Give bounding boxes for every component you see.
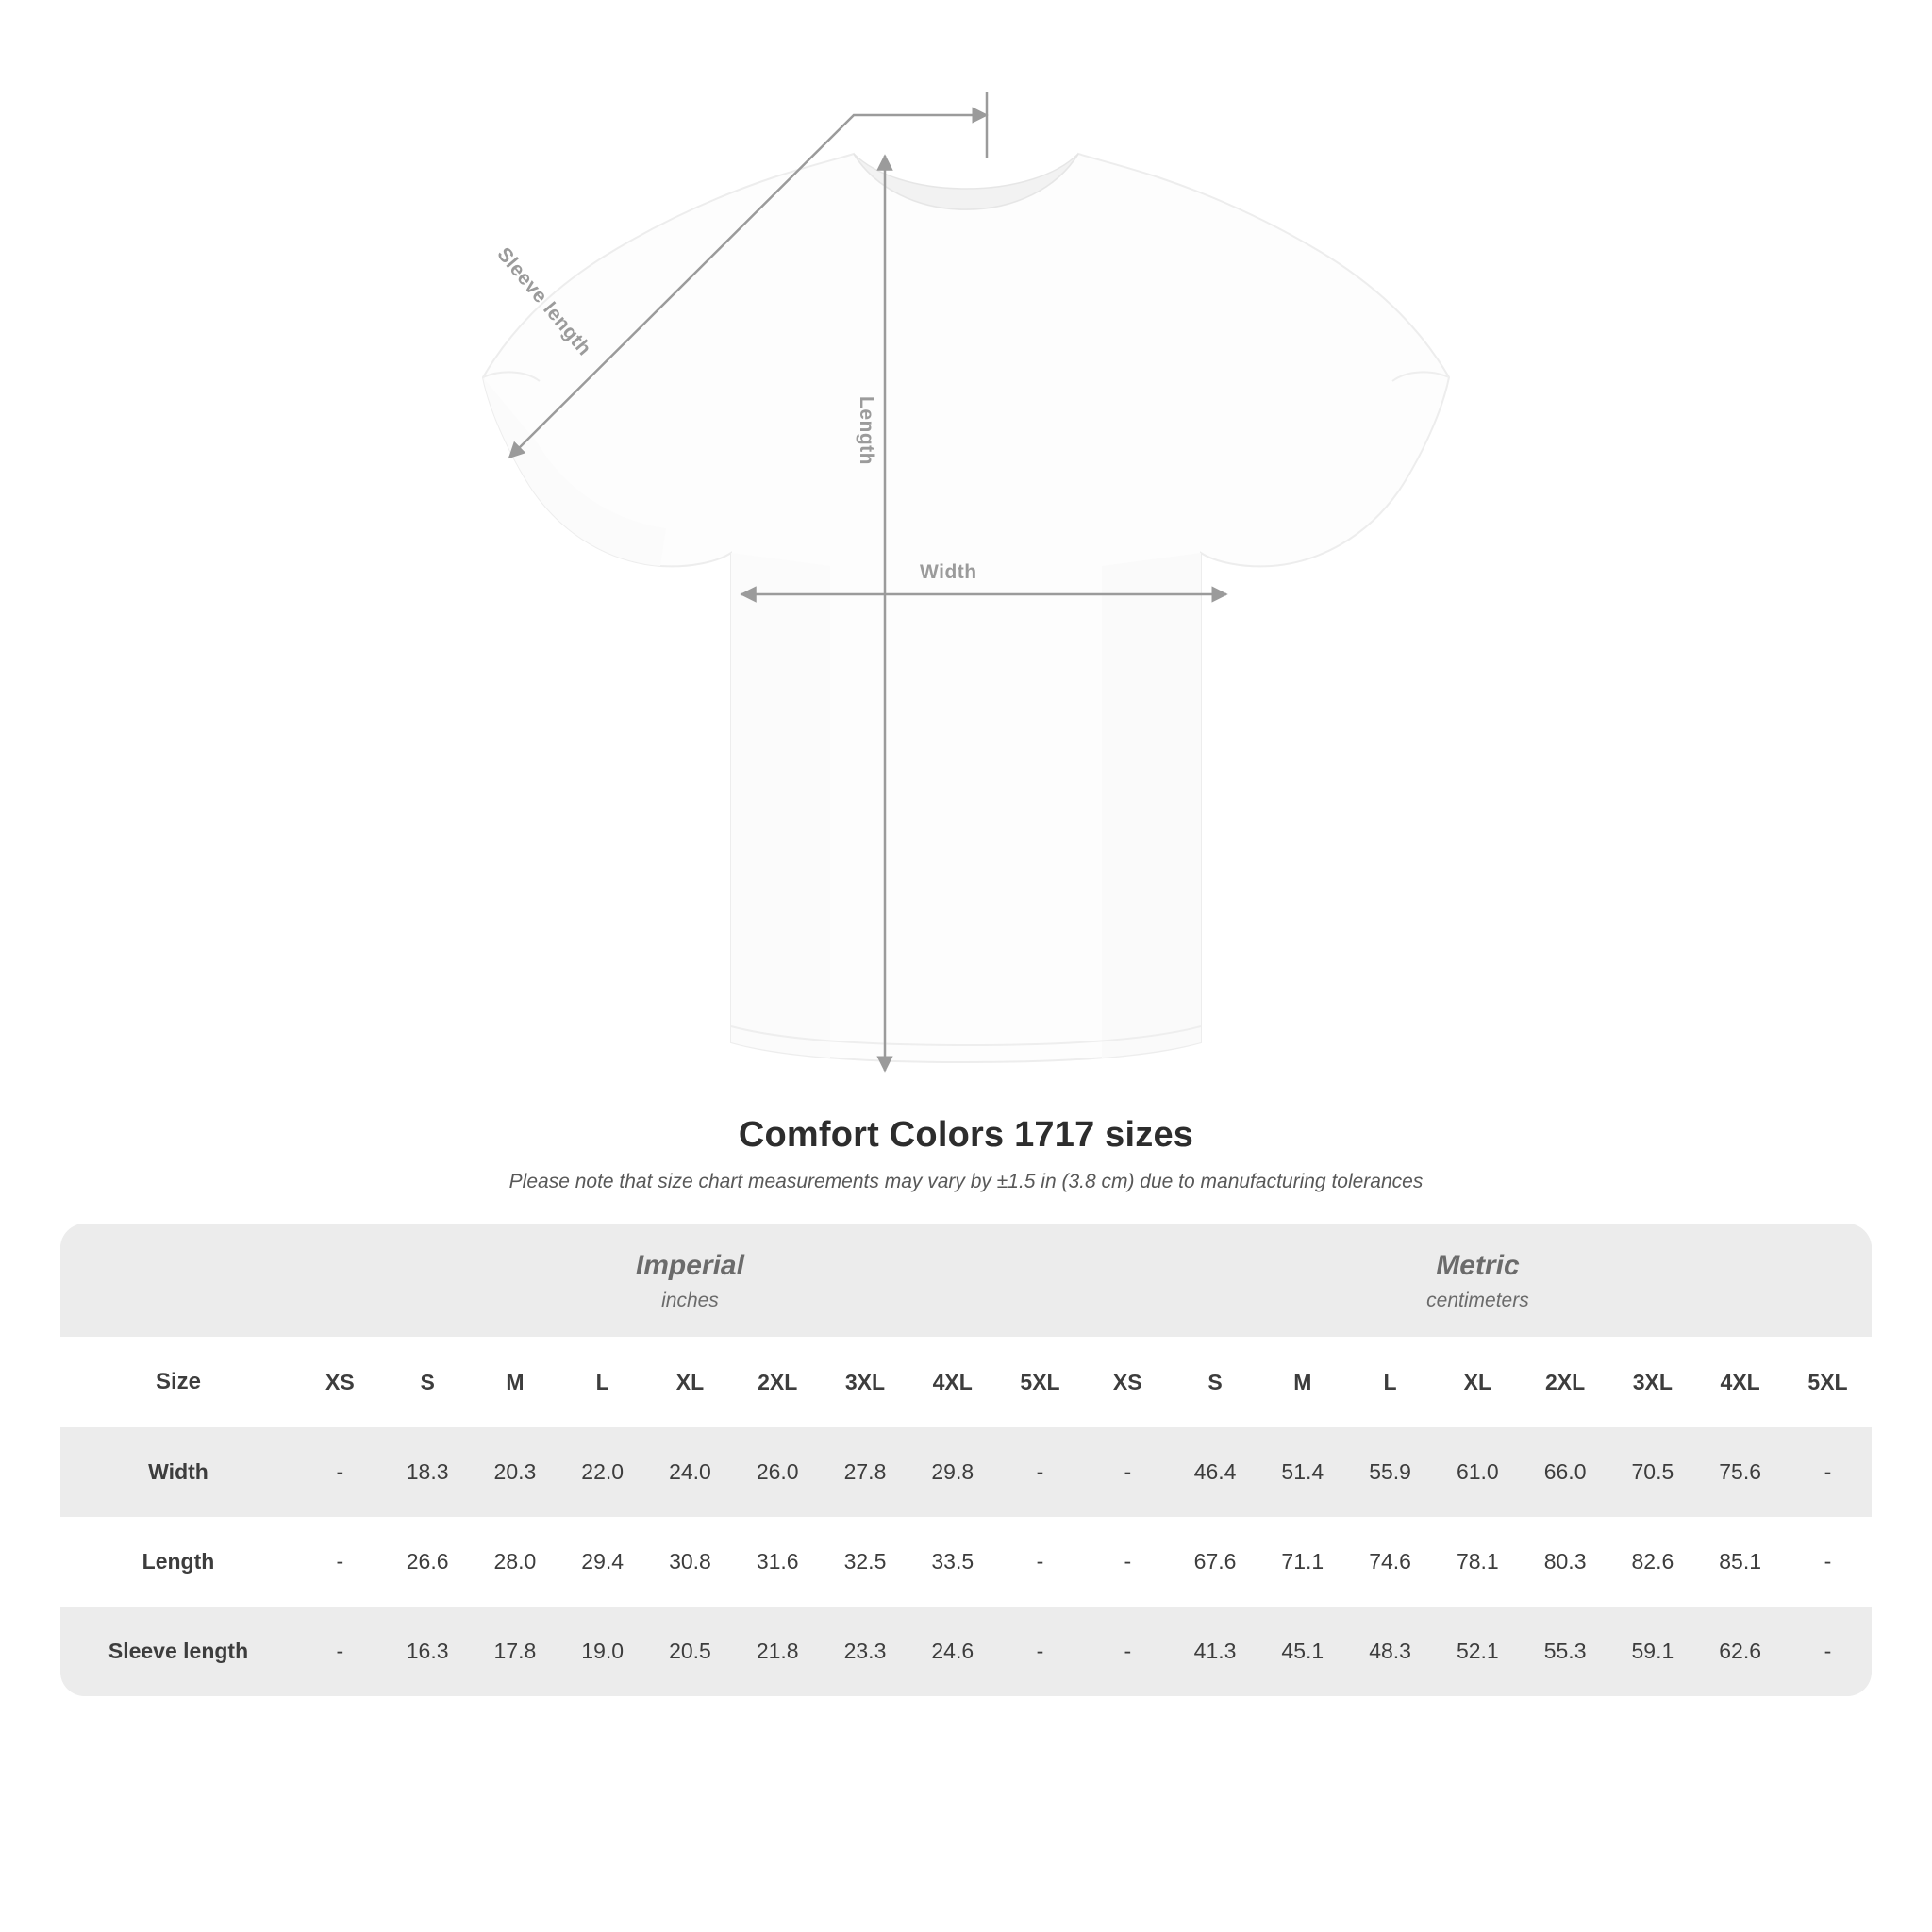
width-label: Width	[920, 561, 977, 583]
length-metric-2xl: 80.3	[1522, 1517, 1609, 1607]
sleeve-length-label: Sleeve length	[492, 243, 596, 360]
width-imperial-s: 18.3	[384, 1427, 472, 1517]
length-imperial-3xl: 32.5	[822, 1517, 909, 1607]
header-imperial-l: L	[558, 1337, 646, 1427]
imperial-unit-header	[296, 1224, 1084, 1337]
length-metric-4xl: 85.1	[1696, 1517, 1784, 1607]
table-row	[60, 1607, 1872, 1696]
width-metric-4xl: 75.6	[1696, 1427, 1784, 1517]
length-metric-m: 71.1	[1258, 1517, 1346, 1607]
length-imperial-4xl: 33.5	[908, 1517, 996, 1607]
header-metric-5xl: 5XL	[1784, 1337, 1872, 1427]
width-metric-l: 55.9	[1346, 1427, 1434, 1517]
sleeve-imperial-4xl: 24.6	[908, 1607, 996, 1696]
row-label-sleeve-length: Sleeve length	[60, 1607, 296, 1696]
sleeve-metric-xs: -	[1084, 1607, 1172, 1696]
row-label-length: Length	[60, 1517, 296, 1607]
length-imperial-xs: -	[296, 1517, 384, 1607]
length-metric-3xl: 82.6	[1608, 1517, 1696, 1607]
width-imperial-3xl: 27.8	[822, 1427, 909, 1517]
row-label-width: Width	[60, 1427, 296, 1517]
header-metric-4xl: 4XL	[1696, 1337, 1784, 1427]
size-table	[60, 1224, 1872, 1696]
sleeve-metric-3xl: 59.1	[1608, 1607, 1696, 1696]
header-metric-m: M	[1258, 1337, 1346, 1427]
width-imperial-m: 20.3	[472, 1427, 559, 1517]
unit-header-spacer	[60, 1224, 296, 1337]
table-row	[60, 1517, 1872, 1607]
header-metric-l: L	[1346, 1337, 1434, 1427]
width-metric-xl: 61.0	[1434, 1427, 1522, 1517]
sleeve-imperial-5xl: -	[996, 1607, 1084, 1696]
width-imperial-5xl: -	[996, 1427, 1084, 1517]
header-imperial-3xl: 3XL	[822, 1337, 909, 1427]
sleeve-metric-m: 45.1	[1258, 1607, 1346, 1696]
sleeve-imperial-xl: 20.5	[646, 1607, 734, 1696]
header-metric-s: S	[1172, 1337, 1259, 1427]
sleeve-metric-xl: 52.1	[1434, 1607, 1522, 1696]
imperial-unit-sub: inches	[661, 1290, 719, 1311]
width-imperial-4xl: 29.8	[908, 1427, 996, 1517]
length-imperial-l: 29.4	[558, 1517, 646, 1607]
header-imperial-s: S	[384, 1337, 472, 1427]
header-imperial-4xl: 4XL	[908, 1337, 996, 1427]
sleeve-imperial-3xl: 23.3	[822, 1607, 909, 1696]
header-metric-3xl: 3XL	[1608, 1337, 1696, 1427]
length-metric-5xl: -	[1784, 1517, 1872, 1607]
size-table-wrapper	[60, 1224, 1872, 1696]
width-metric-5xl: -	[1784, 1427, 1872, 1517]
width-imperial-xl: 24.0	[646, 1427, 734, 1517]
imperial-unit-title: Imperial	[635, 1250, 744, 1281]
sleeve-metric-2xl: 55.3	[1522, 1607, 1609, 1696]
length-metric-xl: 78.1	[1434, 1517, 1522, 1607]
unit-header-row	[60, 1224, 1872, 1337]
width-imperial-2xl: 26.0	[734, 1427, 822, 1517]
sleeve-imperial-2xl: 21.8	[734, 1607, 822, 1696]
metric-unit-sub: centimeters	[1426, 1290, 1529, 1311]
sleeve-metric-s: 41.3	[1172, 1607, 1259, 1696]
length-imperial-2xl: 31.6	[734, 1517, 822, 1607]
size-header-row	[60, 1337, 1872, 1427]
header-metric-xs: XS	[1084, 1337, 1172, 1427]
sleeve-imperial-m: 17.8	[472, 1607, 559, 1696]
header-metric-xl: XL	[1434, 1337, 1522, 1427]
length-imperial-m: 28.0	[472, 1517, 559, 1607]
length-metric-l: 74.6	[1346, 1517, 1434, 1607]
title-block	[0, 1115, 1932, 1193]
table-row	[60, 1427, 1872, 1517]
tolerance-note: Please note that size chart measurements may vary by ±1.5 in (3.8 cm) due to manufacturing tolerances	[508, 1171, 1424, 1192]
header-metric-2xl: 2XL	[1522, 1337, 1609, 1427]
width-metric-3xl: 70.5	[1608, 1427, 1696, 1517]
width-imperial-xs: -	[296, 1427, 384, 1517]
tshirt-shape	[483, 154, 1449, 1062]
sleeve-imperial-xs: -	[296, 1607, 384, 1696]
header-imperial-xl: XL	[646, 1337, 734, 1427]
metric-unit-header	[1084, 1224, 1872, 1337]
width-metric-m: 51.4	[1258, 1427, 1346, 1517]
header-imperial-m: M	[472, 1337, 559, 1427]
header-imperial-xs: XS	[296, 1337, 384, 1427]
sleeve-metric-l: 48.3	[1346, 1607, 1434, 1696]
width-metric-2xl: 66.0	[1522, 1427, 1609, 1517]
length-label: Length	[856, 396, 877, 465]
sleeve-imperial-s: 16.3	[384, 1607, 472, 1696]
length-imperial-xl: 30.8	[646, 1517, 734, 1607]
width-metric-xs: -	[1084, 1427, 1172, 1517]
page-title: Comfort Colors 1717 sizes	[738, 1115, 1194, 1155]
metric-unit-title: Metric	[1436, 1250, 1520, 1281]
header-imperial-2xl: 2XL	[734, 1337, 822, 1427]
length-metric-s: 67.6	[1172, 1517, 1259, 1607]
sleeve-metric-4xl: 62.6	[1696, 1607, 1784, 1696]
size-corner-label: Size	[60, 1337, 296, 1427]
length-imperial-5xl: -	[996, 1517, 1084, 1607]
length-imperial-s: 26.6	[384, 1517, 472, 1607]
header-imperial-5xl: 5XL	[996, 1337, 1084, 1427]
width-imperial-l: 22.0	[558, 1427, 646, 1517]
width-metric-s: 46.4	[1172, 1427, 1259, 1517]
sleeve-metric-5xl: -	[1784, 1607, 1872, 1696]
sleeve-imperial-l: 19.0	[558, 1607, 646, 1696]
length-metric-xs: -	[1084, 1517, 1172, 1607]
